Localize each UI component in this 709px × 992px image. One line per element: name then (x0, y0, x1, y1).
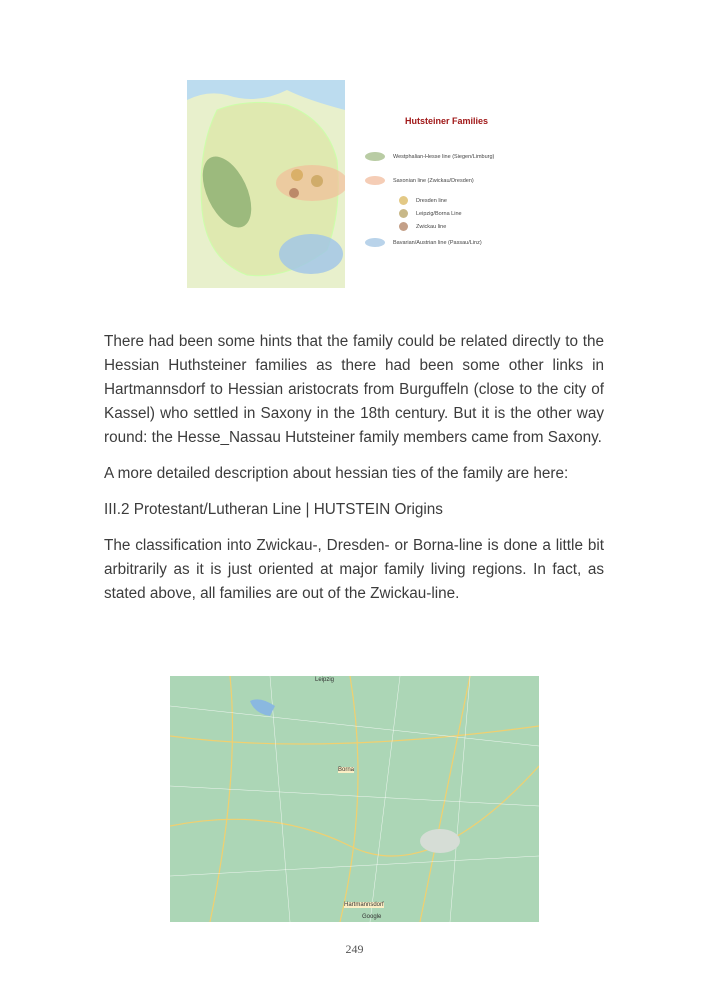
paragraph: The classification into Zwickau-, Dresden- or Borna-line is done a little bit arbitrarily as it is just oriented at major family living regions. In fact, as stated above, all families are out of the Zwickau-line. (104, 537, 604, 602)
body-text (104, 330, 604, 606)
germany-map-figure (187, 80, 345, 288)
legend-label: Leipzig/Borna Line (416, 210, 462, 217)
paragraph: A more detailed description about hessian ties of the family are here: (104, 465, 569, 482)
map-label: Hartmannsdorf (344, 902, 384, 908)
legend-label: Westphalian-Hesse line (Siegen/Limburg) (393, 153, 495, 160)
legend-item (365, 238, 482, 247)
legend-item (399, 209, 462, 218)
page-number: 249 (345, 942, 364, 956)
saxony-map-figure (170, 676, 539, 922)
legend-item (365, 176, 474, 185)
road-map (170, 676, 539, 922)
legend-title: Hutsteiner Families (405, 116, 489, 126)
legend-label: Saxonian line (Zwickau/Dresden) (393, 177, 474, 184)
legend-item (399, 196, 447, 205)
legend-label: Dresden line (416, 197, 447, 204)
legend-label: Bavarian/Austrian line (Passau/Linz) (393, 239, 482, 246)
map-label: Google (362, 914, 382, 920)
germany-map (187, 80, 345, 288)
paragraph: There had been some hints that the family could be related directly to the Hessian Huthsteiner families as there had been some other links in Hartmannsdorf to Hessian aristocrats from Burguffeln (close to the city of Kassel) who settled in Saxony in the 18th century. But it is the other way round: the Hesse_Nassau Hutsteiner family members came from Saxony. (104, 333, 604, 446)
map-legend (365, 112, 555, 252)
legend-label: Zwickau line (416, 223, 447, 230)
section-link[interactable]: III.2 Protestant/Lutheran Line | HUTSTEIN Origins (104, 501, 443, 518)
legend-item (399, 222, 446, 231)
map-label: Leipzig (315, 677, 335, 683)
legend-item (365, 152, 494, 161)
map-label: Borna (338, 767, 355, 773)
